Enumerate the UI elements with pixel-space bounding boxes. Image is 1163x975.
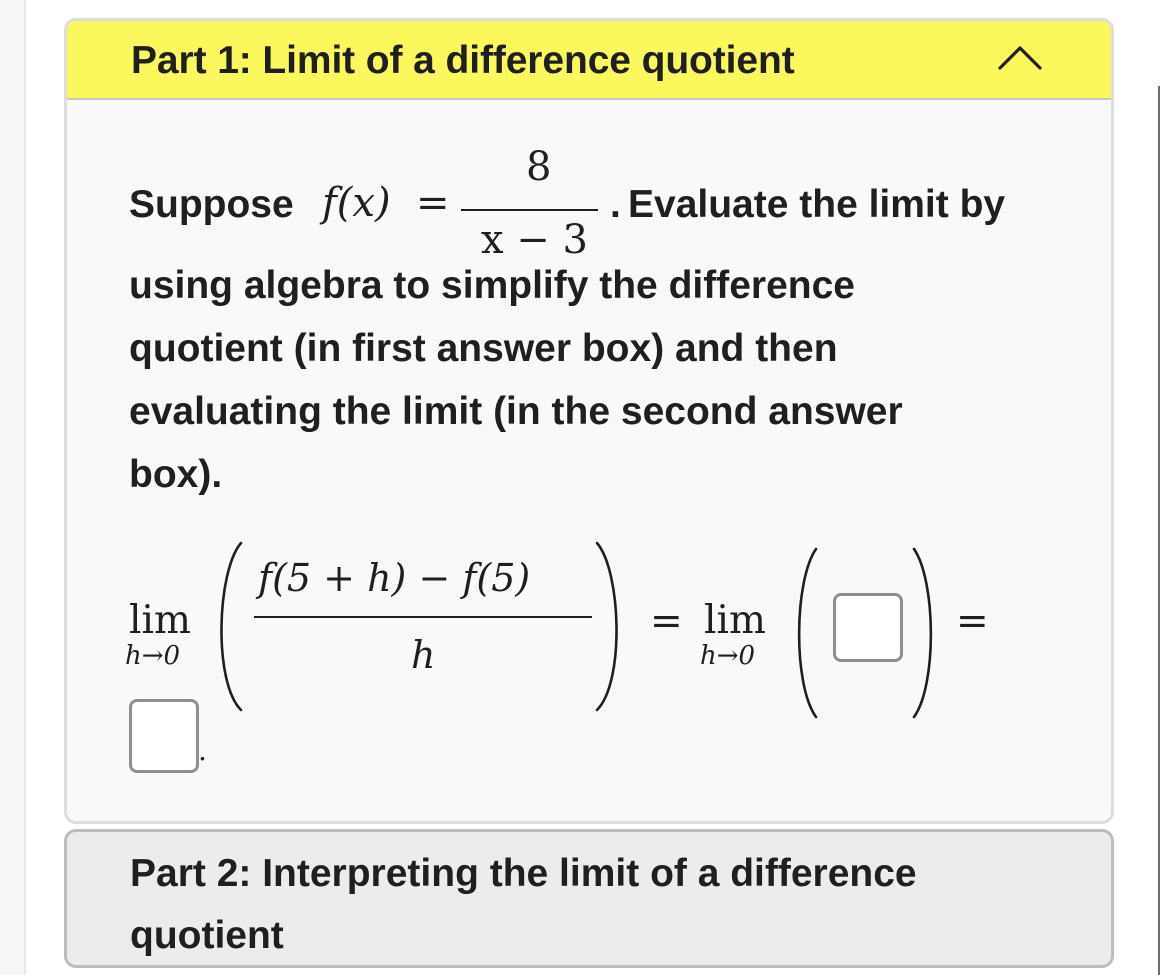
- left-answer-parenthesis: [786, 545, 822, 721]
- limit-operator-1: lim: [129, 598, 191, 643]
- prompt-period: .: [610, 183, 621, 226]
- difference-quotient-bar: [254, 616, 592, 618]
- fraction-numerator: 8: [526, 144, 552, 190]
- part-1-body: [67, 21, 1111, 821]
- limit-subscript-2: h→0: [700, 641, 756, 671]
- prompt-line3: quotient (in first answer box) and then: [129, 327, 838, 370]
- prompt-suppose: Suppose: [129, 183, 294, 226]
- function-lhs: f(x): [322, 180, 391, 226]
- limit-operator-2: lim: [704, 598, 766, 643]
- prompt-line2: using algebra to simplify the difference: [129, 264, 855, 307]
- prompt-line5: box).: [129, 453, 223, 496]
- part-2-title-line-1: Part 2: Interpreting the limit of a difference: [130, 852, 917, 895]
- fraction-bar: [461, 209, 598, 211]
- part-2-title-line-2: quotient: [130, 914, 284, 957]
- left-large-parenthesis: [207, 539, 247, 714]
- scrollbar-track[interactable]: [1158, 86, 1160, 975]
- left-divider: [24, 0, 26, 975]
- difference-quotient-denominator: h: [411, 633, 436, 677]
- part-1-section: [64, 18, 1114, 824]
- difference-quotient-numerator: f(5 + h) − f(5): [258, 556, 531, 600]
- limit-value-answer-box[interactable]: [129, 699, 199, 773]
- prompt-line1-tail: Evaluate the limit by: [628, 183, 1006, 226]
- right-answer-parenthesis: [908, 545, 944, 721]
- simplified-quotient-answer-box[interactable]: [833, 593, 903, 662]
- expression-equals-2: =: [956, 599, 989, 644]
- expression-equals-1: =: [650, 599, 683, 644]
- fraction-denominator: x − 3: [481, 217, 588, 263]
- part-1-title: Part 1: Limit of a difference quotient: [131, 39, 795, 82]
- limit-subscript-1: h→0: [125, 641, 181, 671]
- function-equals: =: [416, 180, 450, 226]
- right-large-parenthesis: [591, 539, 631, 714]
- prompt-line4: evaluating the limit (in the second answer: [129, 390, 903, 433]
- part-2-section[interactable]: [64, 829, 1114, 968]
- expression-period: .: [198, 734, 207, 767]
